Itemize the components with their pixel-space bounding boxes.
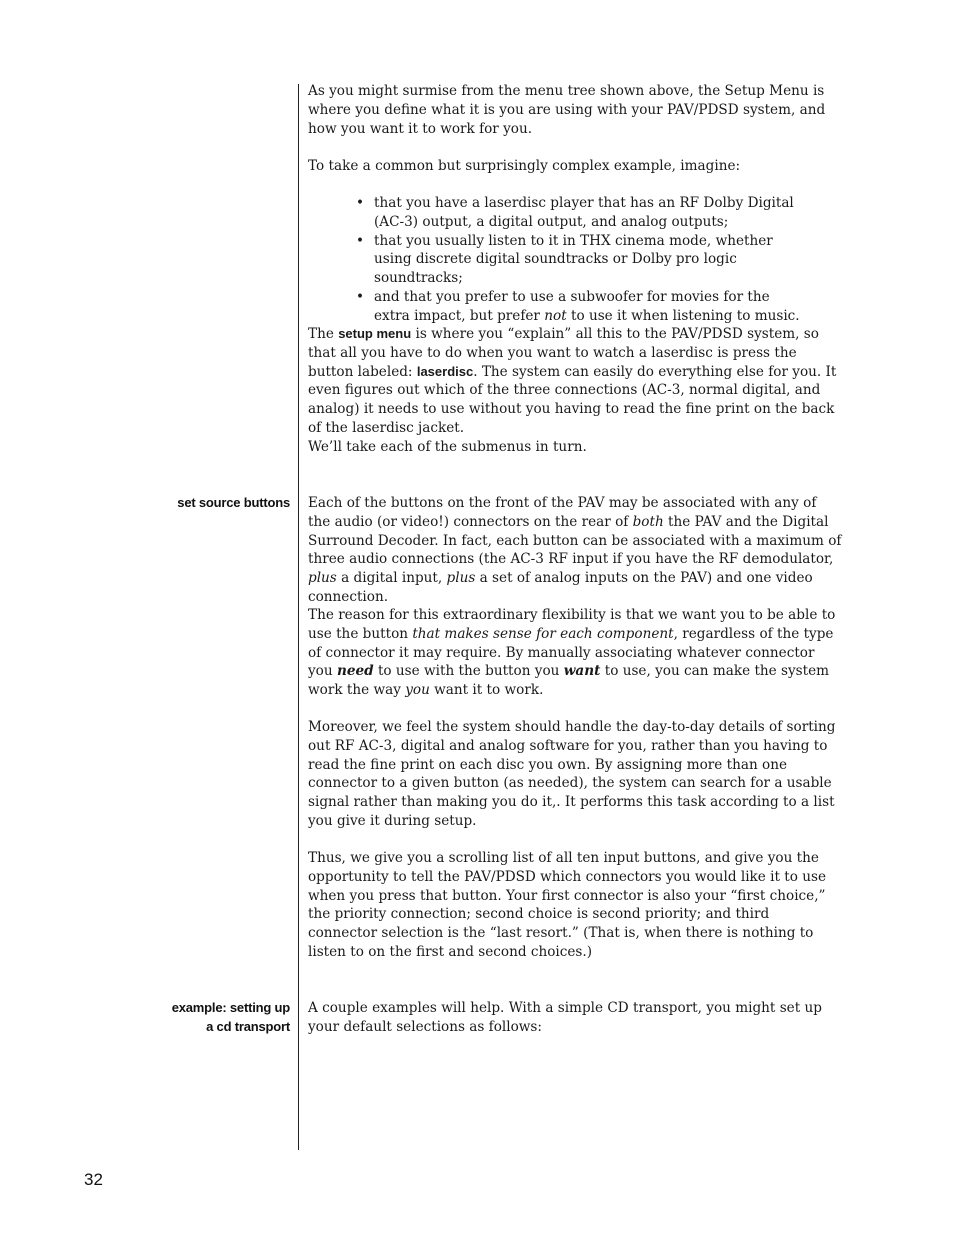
intro-text-4: We’ll take each of the submenus in turn. <box>308 439 587 455</box>
margin-rule <box>298 84 299 1150</box>
setup-menu-paragraph: The setup menu is where you “explain” all this to the PAV/PDSD system, so that all you have to do when you want to watch a laserdisc is press the button labeled: laserdisc. The system can easily do everything else for you. It even figures out which of the three connections (AC-3, normal digital, and analog) it needs to use without you having to read the fine print on the back of the laserdisc jacket. <box>308 326 837 436</box>
intro-text-1: As you might surmise from the menu tree shown above, the Setup Menu is where you define what it is you are using with your PAV/PDSD system, and how you want it to work for you. <box>308 83 826 137</box>
intro-paragraph-1 <box>308 82 842 138</box>
example-paragraph-1: A couple examples will help. With a simple CD transport, you might set up your default selections as follows: <box>308 1000 822 1035</box>
section-heading-example: example: setting up a cd transport <box>171 1000 290 1034</box>
intro-text-2: To take a common but surprisingly complex example, imagine: <box>308 158 741 174</box>
page-number: 32 <box>84 1170 103 1189</box>
source-paragraph-2: The reason for this extraordinary flexibility is that we want you to be able to use the button that makes sense for each component, regardless of the type of connector it may require. By manually associating whatever connector you need to use with the button you want to use, you can make the system work the way you want it to work. <box>308 607 836 699</box>
section-heading-set-source-buttons: set source buttons <box>177 495 290 510</box>
bullet-item-1: • that you have a laserdisc player that has an RF Dolby Digital (AC-3) output, a digital output, and analog outputs; <box>356 194 806 232</box>
example-bullet-list <box>356 194 806 326</box>
term-setup-menu: setup menu <box>338 326 412 341</box>
source-paragraph-1: Each of the buttons on the front of the PAV may be associated with any of the audio (or video!) connectors on the rear of both the PAV and the Digital Surround Decoder. In fact, each button can be associated with a maximum of three audio connections (the AC-3 RF input if you have the RF demodulator, plus a digital input, plus a set of analog inputs on the PAV) and one video connection. <box>308 495 842 605</box>
term-laserdisc: laserdisc <box>416 363 474 379</box>
source-paragraph-4: Thus, we give you a scrolling list of all ten input buttons, and give you the opportunity to tell the PAV/PDSD which connectors you would like it to use when you press that button. Your first connector is also your “first choice,” the priority connection; second choice is second priority; and third connector selection is the “last resort.” (That is, when there is nothing to listen to on the first and second choices.) <box>308 850 827 960</box>
intro-paragraph-4 <box>308 438 842 457</box>
bullet-item-3: • and that you prefer to use a subwoofer for movies for the extra impact, but prefer not to use it when listening to music. <box>356 288 806 326</box>
intro-paragraph-2 <box>308 157 842 176</box>
intro-paragraph-3 <box>308 325 842 438</box>
source-paragraph-3: Moreover, we feel the system should handle the day-to-day details of sorting out RF AC-3, digital and analog software for you, rather than you having to read the fine print on each disc you own. By assigning more than one connector to a given button (as needed), the system can search for a usable signal rather than making you do it,. It performs this task according to a list you give it during setup. <box>308 719 836 829</box>
bullet-item-2: • that you usually listen to it in THX cinema mode, whether using discrete digital soundtracks or Dolby pro logic soundtracks; <box>356 232 806 288</box>
emphasis-not: not <box>544 307 567 324</box>
